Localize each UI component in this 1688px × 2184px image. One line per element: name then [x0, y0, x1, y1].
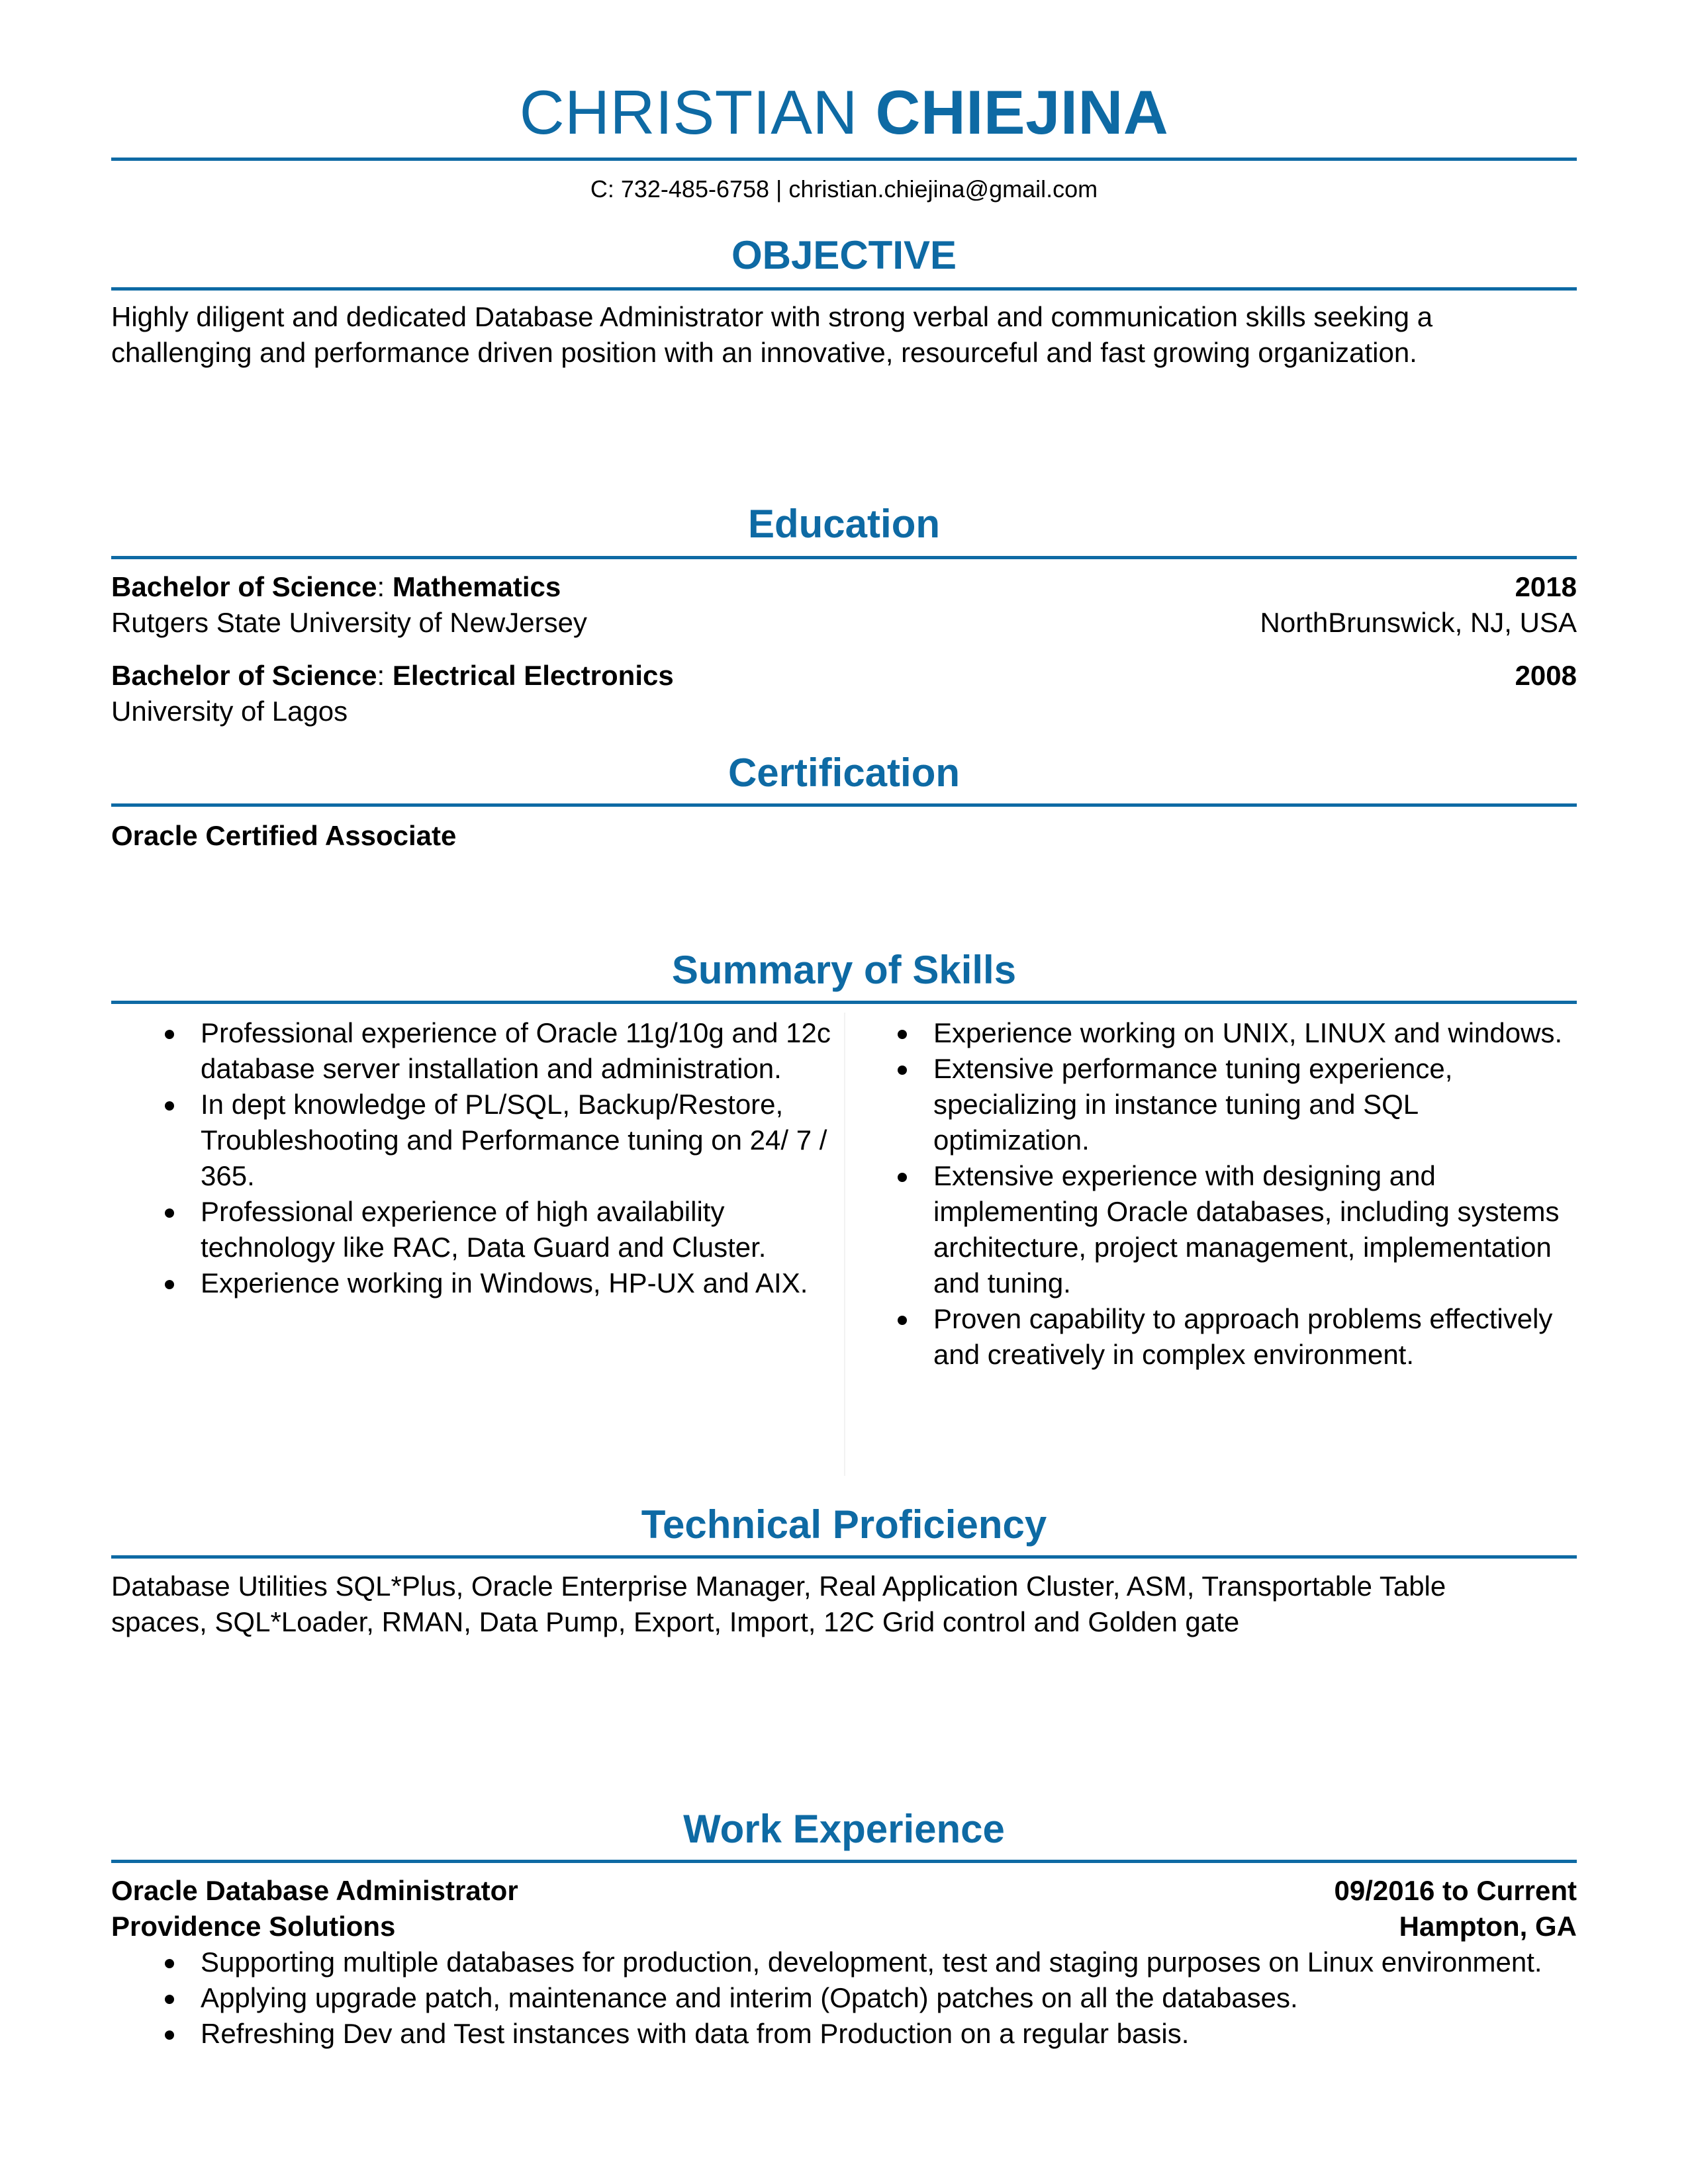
list-item: Applying upgrade patch, maintenance and interim (Opatch) patches on all the databases. [111, 1980, 1577, 2016]
skills-right-list [844, 1015, 1579, 1373]
contact-line: C: 732-485-6758 | christian.chiejina@gmail.com [590, 175, 1098, 203]
education-entry-1-school [111, 605, 1577, 641]
education-entry-2-school [111, 694, 1577, 729]
objective-line: challenging and performance driven position with an innovative, resourceful and fast growing organization. [111, 337, 1417, 368]
degree-separator: : [377, 660, 393, 691]
list-item: Extensive performance tuning experience, specializing in instance tuning and SQL optimization. [844, 1051, 1579, 1158]
degree: Bachelor of Science [111, 660, 377, 691]
technical-line: spaces, SQL*Loader, RMAN, Data Pump, Export, Import, 12C Grid control and Golden gate [111, 1606, 1240, 1637]
school-name: University of Lagos [111, 696, 348, 727]
objective-line: Highly diligent and dedicated Database Administrator with strong verbal and communication skills seeking a [111, 301, 1433, 332]
certification-title: Certification [727, 751, 961, 795]
list-item: Experience working in Windows, HP-UX and AIX. [111, 1265, 846, 1301]
skills-left-list [111, 1015, 846, 1301]
certification-rule [111, 803, 1577, 807]
list-item: Professional experience of high availability technology like RAC, Data Guard and Cluster. [111, 1194, 846, 1265]
school-location: NorthBrunswick, NJ, USA [1260, 607, 1577, 638]
graduation-year: 2008 [1515, 660, 1577, 691]
list-item: In dept knowledge of PL/SQL, Backup/Restore, Troubleshooting and Performance tuning on 24/ 7 / 365. [111, 1087, 846, 1194]
objective-text [111, 299, 1577, 371]
job-dates: 09/2016 to Current [1334, 1875, 1577, 1906]
education-rule [111, 556, 1577, 559]
school-name: Rutgers State University of NewJersey [111, 607, 587, 638]
list-item: Professional experience of Oracle 11g/10g and 12c database server installation and administration. [111, 1015, 846, 1087]
degree: Bachelor of Science [111, 571, 377, 602]
job-company: Providence Solutions [111, 1911, 396, 1942]
technical-text [111, 1569, 1577, 1640]
list-item: Extensive experience with designing and implementing Oracle databases, including systems architecture, project management, implementation and tuning. [844, 1158, 1579, 1301]
list-item: Refreshing Dev and Test instances with data from Production on a regular basis. [111, 2016, 1577, 2052]
list-item: Proven capability to approach problems effectively and creatively in complex environment. [844, 1301, 1579, 1373]
skills-rule [111, 1001, 1577, 1004]
objective-rule [111, 287, 1577, 291]
job-header [111, 1873, 1577, 1909]
degree-separator: : [377, 571, 393, 602]
degree-field: Electrical Electronics [392, 660, 674, 691]
education-entry-2-header [111, 658, 1577, 694]
job-duties-list [111, 1944, 1577, 2052]
technical-title: Technical Proficiency [641, 1502, 1047, 1547]
objective-title: OBJECTIVE [731, 233, 957, 277]
education-title: Education [747, 502, 940, 546]
first-name: CHRISTIAN [519, 77, 858, 147]
job-location: Hampton, GA [1399, 1911, 1577, 1942]
work-title: Work Experience [683, 1807, 1005, 1851]
certification-item: Oracle Certified Associate [111, 820, 457, 851]
header-rule [111, 158, 1577, 161]
job-role: Oracle Database Administrator [111, 1875, 518, 1906]
work-rule [111, 1860, 1577, 1863]
list-item: Supporting multiple databases for production, development, test and staging purposes on Linux environment. [111, 1944, 1577, 1980]
graduation-year: 2018 [1515, 571, 1577, 602]
education-entry-1-header [111, 569, 1577, 605]
technical-rule [111, 1555, 1577, 1559]
skills-title: Summary of Skills [671, 948, 1017, 992]
last-name: CHIEJINA [875, 77, 1169, 147]
list-item: Experience working on UNIX, LINUX and windows. [844, 1015, 1579, 1051]
candidate-name [0, 71, 1688, 154]
job-company-row [111, 1909, 1577, 1944]
degree-field: Mathematics [392, 571, 561, 602]
technical-line: Database Utilities SQL*Plus, Oracle Enterprise Manager, Real Application Cluster, ASM, Transportable Table [111, 1570, 1446, 1602]
